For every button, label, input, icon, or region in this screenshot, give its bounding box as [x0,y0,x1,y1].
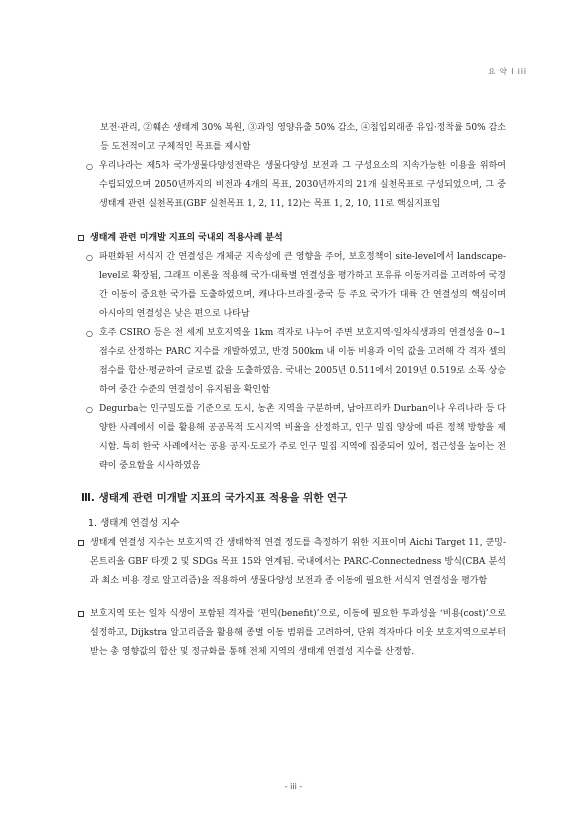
intro-continuation: 보전·관리, ②훼손 생태계 30% 복원, ③과잉 영양유출 50% 감소, ④침입외래종 유입·정착률 50% 감소 등 도전적이고 구체적인 목표를 제시함 [100,123,506,152]
bullet-text: Degurba는 인구밀도를 기준으로 도시, 농촌 지역을 구분하며, 남아프리카 Durban이나 우리나라 등 다양한 사례에서 이를 활용해 공공목적 도시지역 비율을 산정하고, 인구 밀집 양상에 따른 정책 방향을 제시함. 특히 한국 사례에서는 공용 공지·도로가 주로 인구 밀집 지역에 집중되어 있어, 접근성을 높이는 전략이 중요함을 시사하였음 [99,404,506,471]
checkbox-square-icon [78,235,84,241]
paragraph-item [77,605,506,662]
circle-bullet-icon: ○ [86,253,93,262]
section-heading-text: 생태계 관련 미개발 지표의 국내외 적용사례 분석 [90,233,283,243]
list-item [86,157,506,214]
list-item [86,324,506,400]
paragraph-text: 보호지역 또는 일차 식생이 포함된 격자를 ‘편익(benefit)’으로, 이동에 필요한 투과성을 ‘비용(cost)’으로 설정하고, Dijkstra 알고리즘을 활용해 종별 이동 범위를 고려하여, 단위 격자마다 이웃 보호지역으로부터 받는 총 영향값의 합산 및 정규화를 통해 전체 지역의 생태계 연결성 지수를 산정함. [90,609,506,657]
bullet-text: 우리나라는 제5차 국가생물다양성전략은 생물다양성 보전과 그 구성요소의 지속가능한 이용을 위하여 수립되었으며 2050년까지의 비전과 4개의 목표, 2030년까지의 21개 실천목표로 구성되었으며, 그 중 생태계 관련 실천목표(GBF 실천목표 1, 2, 11, 12)는 목표 1, 2, 10, 11로 핵심지표임 [99,161,506,209]
subsection-heading: 1. 생태계 연결성 지수 [88,518,180,529]
checkbox-square-icon [78,540,84,546]
section-heading [77,229,506,248]
list-item [86,248,506,324]
circle-bullet-icon: ○ [86,405,93,414]
circle-bullet-icon: ○ [86,162,93,171]
paragraph-item [77,534,506,591]
chapter-heading: Ⅲ. 생태계 관련 미개발 지표의 국가지표 적용을 위한 연구 [81,492,348,504]
document-body [81,119,506,662]
page-header: 요 약 l iii [488,67,527,76]
list-item [86,400,506,476]
bullet-text: 파편화된 서식지 간 연결성은 개체군 지속성에 큰 영향을 주어, 보호정책이 site-level에서 landscape-level로 확장됨, 그래프 이론을 적용해 국가·대륙별 연결성을 평가하고 포유류 이동거리를 고려하여 국경 간 이동이 중요한 국가를 도출하였으며, 캐나다·브라질·중국 등 주요 국가가 대륙 간 연결성의 핵심이며 아시아의 연결성은 낮은 편으로 나타남 [99,252,506,319]
page-number: - iii - [284,782,303,791]
checkbox-square-icon [78,611,84,617]
circle-bullet-icon: ○ [86,329,93,338]
bullet-text: 호주 CSIRO 등은 전 세계 보호지역을 1km 격자로 나누어 주변 보호지역·일차식생과의 연결성을 0~1 점수로 산정하는 PARC 지수를 개발하였고, 반경 500km 내 이동 비용과 이익 값을 고려해 각 격자 셀의 점수를 합산·평균하여 글로벌 값을 도출하였음. 국내는 2005년 0.511에서 2019년 0.519로 소폭 상승하여 중간 수준의 연결성이 유지됨을 확인함 [99,328,506,395]
paragraph-text: 생태계 연결성 지수는 보호지역 간 생태학적 연결 정도를 측정하기 위한 지표이며 Aichi Target 11, 쿤밍-몬트리올 GBF 타겟 2 및 SDGs 목표 15와 연계됨. 국내에서는 PARC-Connectedness 방식(CBA 분석과 최소 비용 경로 알고리즘)을 적용하여 생물다양성 보전과 종 이동에 필요한 서식지 연결성을 평가함 [90,538,506,586]
